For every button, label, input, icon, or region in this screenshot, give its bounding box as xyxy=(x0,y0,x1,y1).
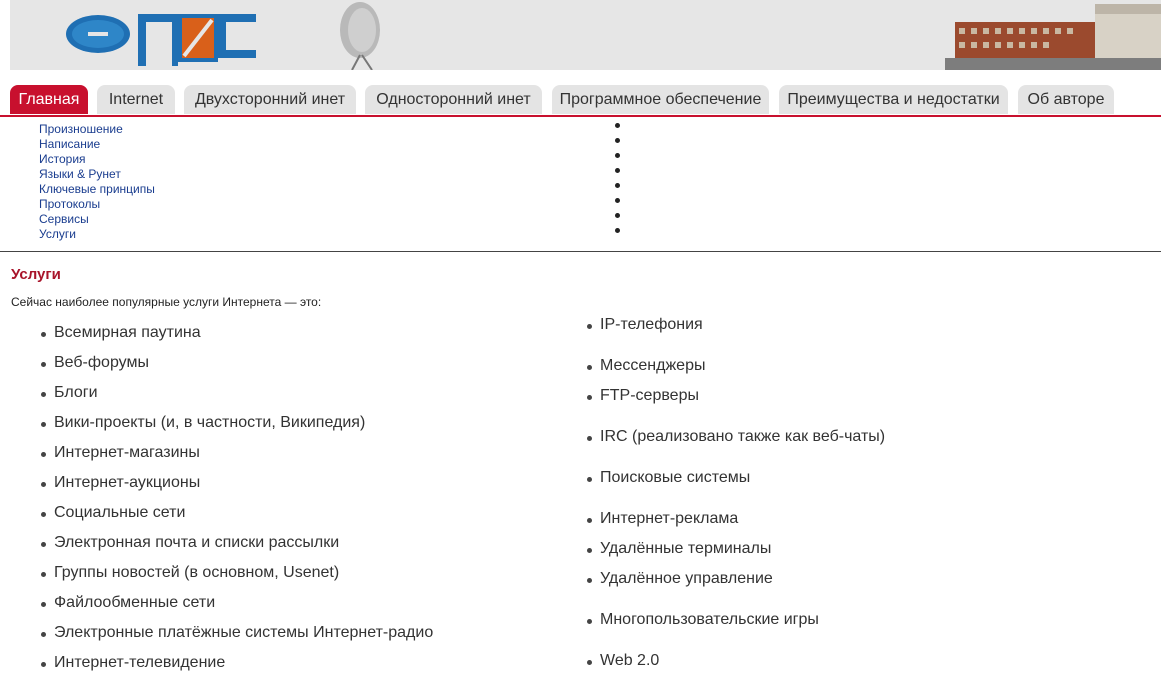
bullet-dot xyxy=(614,195,620,210)
subnav-item xyxy=(39,122,155,137)
empty-bullet-list xyxy=(614,120,620,240)
subnav-link-protocols[interactable]: Протоколы xyxy=(39,197,101,211)
list-item: Всемирная паутина xyxy=(54,322,201,344)
main-tab-bar xyxy=(0,84,1161,117)
tab-about-author[interactable]: Об авторе xyxy=(1018,85,1114,114)
subnav-link-services[interactable]: Сервисы xyxy=(39,212,89,226)
subnav-list xyxy=(39,122,155,242)
bullet-icon xyxy=(587,548,592,553)
bullet-icon xyxy=(587,619,592,624)
bullet-icon xyxy=(41,452,46,457)
list-item: Социальные сети xyxy=(54,502,185,524)
tab-home[interactable]: Главная xyxy=(10,85,88,114)
list-item: Интернет-телевидение xyxy=(54,652,225,674)
bullet-dot xyxy=(614,135,620,150)
divider xyxy=(0,251,1161,252)
section-title: Услуги xyxy=(11,266,61,283)
list-item: IRC (реализовано также как веб-чаты) xyxy=(600,426,885,448)
bullet-dot xyxy=(614,210,620,225)
list-item: Интернет-реклама xyxy=(600,508,738,530)
subnav-item xyxy=(39,227,155,242)
bullet-icon xyxy=(41,332,46,337)
list-item: Файлообменные сети xyxy=(54,592,215,614)
list-item: FTP-серверы xyxy=(600,385,699,407)
subnav-item xyxy=(39,182,155,197)
bullet-dot xyxy=(614,225,620,240)
list-item: Удалённые терминалы xyxy=(600,538,771,560)
bullet-dot xyxy=(614,150,620,165)
subnav-item xyxy=(39,152,155,167)
tab-software[interactable]: Программное обеспечение xyxy=(552,85,769,114)
tab-one-way-internet[interactable]: Односторонний инет xyxy=(365,85,542,114)
list-item: Блоги xyxy=(54,382,98,404)
header-banner xyxy=(10,0,1161,70)
building-photo xyxy=(945,0,1161,70)
list-item: Веб-форумы xyxy=(54,352,149,374)
satellite-dish-image xyxy=(330,0,390,70)
tab-internet[interactable]: Internet xyxy=(97,85,175,114)
bullet-dot xyxy=(614,120,620,135)
bullet-icon xyxy=(41,362,46,367)
list-item: Электронные платёжные системы Интернет-радио xyxy=(54,622,433,644)
bullet-icon xyxy=(41,572,46,577)
list-item: IP-телефония xyxy=(600,314,703,336)
bullet-icon xyxy=(41,602,46,607)
subnav-item xyxy=(39,212,155,227)
bullet-icon xyxy=(41,632,46,637)
list-item: Удалённое управление xyxy=(600,568,773,590)
tab-pros-cons[interactable]: Преимущества и недостатки xyxy=(779,85,1008,114)
list-item: Интернет-магазины xyxy=(54,442,200,464)
bullet-icon xyxy=(587,395,592,400)
bullet-icon xyxy=(41,422,46,427)
bullet-dot xyxy=(614,165,620,180)
list-item: Вики-проекты (и, в частности, Википедия) xyxy=(54,412,365,434)
bullet-icon xyxy=(587,324,592,329)
bullet-icon xyxy=(587,477,592,482)
bullet-icon xyxy=(41,392,46,397)
list-item: Многопользовательские игры xyxy=(600,609,819,631)
subnav-item xyxy=(39,167,155,182)
list-item: Поисковые системы xyxy=(600,467,750,489)
bullet-icon xyxy=(41,482,46,487)
subnav-link-languages[interactable]: Языки & Рунет xyxy=(39,167,121,181)
subnav-link-principles[interactable]: Ключевые принципы xyxy=(39,182,155,196)
bullet-icon xyxy=(41,662,46,667)
bullet-icon xyxy=(587,436,592,441)
subnav-link-pronunciation[interactable]: Произношение xyxy=(39,122,123,136)
subnav-item xyxy=(39,137,155,152)
list-item: Группы новостей (в основном, Usenet) xyxy=(54,562,339,584)
subnav-link-offerings[interactable]: Услуги xyxy=(39,227,76,241)
bullet-dot xyxy=(614,180,620,195)
site-logo xyxy=(66,8,256,70)
bullet-icon xyxy=(587,578,592,583)
section-intro: Сейчас наиболее популярные услуги Интернета — это: xyxy=(11,295,322,309)
list-item: Мессенджеры xyxy=(600,355,705,377)
list-item: Электронная почта и списки рассылки xyxy=(54,532,339,554)
subnav-link-history[interactable]: История xyxy=(39,152,86,166)
bullet-icon xyxy=(587,365,592,370)
tab-two-way-internet[interactable]: Двухсторонний инет xyxy=(184,85,356,114)
subnav-link-spelling[interactable]: Написание xyxy=(39,137,101,151)
subnav-item xyxy=(39,197,155,212)
bullet-icon xyxy=(587,518,592,523)
bullet-icon xyxy=(587,660,592,665)
bullet-icon xyxy=(41,512,46,517)
bullet-icon xyxy=(41,542,46,547)
list-item: Web 2.0 xyxy=(600,650,659,672)
list-item: Интернет-аукционы xyxy=(54,472,200,494)
